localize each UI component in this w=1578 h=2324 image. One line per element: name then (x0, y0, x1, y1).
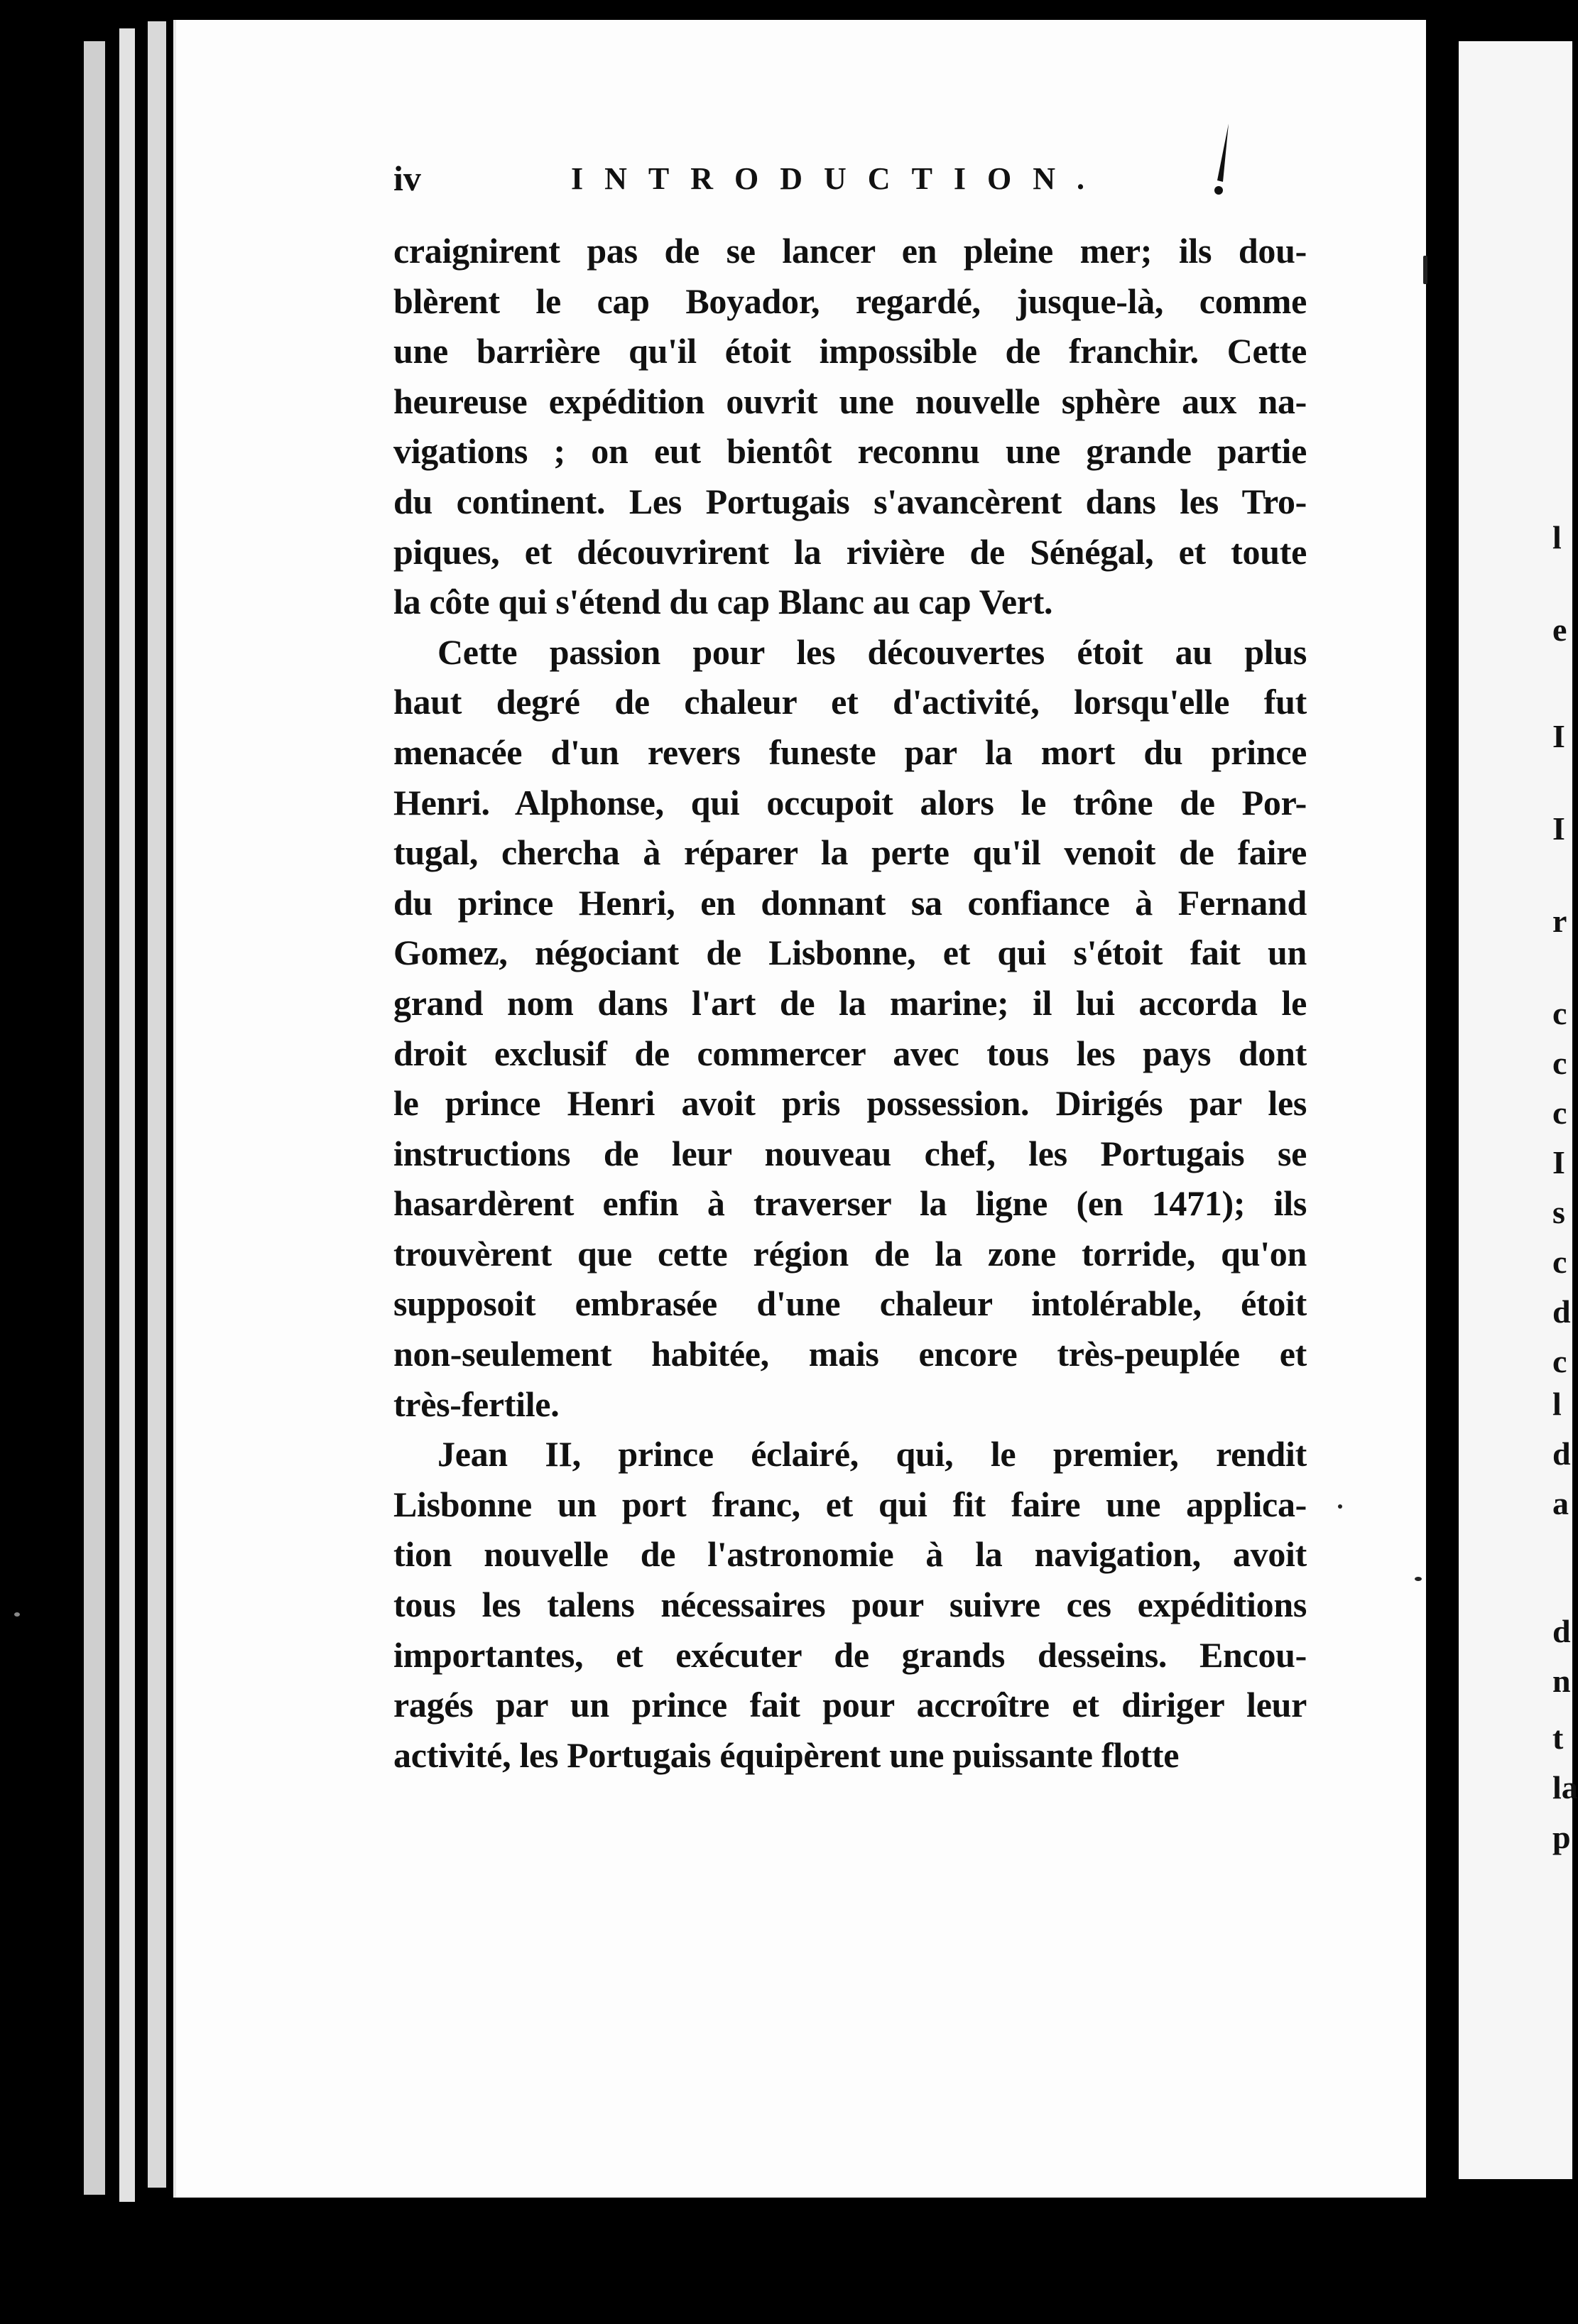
facing-page-fragment: s (1552, 1194, 1565, 1230)
text-line: le prince Henri avoit pris possession. Dirigés par les (393, 1083, 1307, 1124)
facing-page-fragment: n (1552, 1663, 1571, 1699)
facing-page-fragment: t (1552, 1720, 1564, 1756)
text-line: une barrière qu'il étoit impossible de franchir. Cette (393, 331, 1307, 371)
scan-speck (1415, 1577, 1422, 1581)
text-line: trouvèrent que cette région de la zone torride, qu'on (393, 1233, 1307, 1274)
facing-page-fragment: p (1552, 1819, 1571, 1855)
facing-page-fragment: I (1552, 718, 1565, 754)
book-edge (148, 21, 166, 2188)
facing-page (1459, 41, 1578, 2179)
text-line: Jean II, prince éclairé, qui, le premier, rendit (437, 1434, 1307, 1475)
text-line: instructions de leur nouveau chef, les Portugais se (393, 1133, 1307, 1173)
running-title: INTRODUCTION. (571, 161, 1106, 196)
text-line: tion nouvelle de l'astronomie à la navigation, avoit (393, 1534, 1307, 1575)
text-line: non-seulement habitée, mais encore très-peuplée et (393, 1334, 1307, 1374)
text-line: grand nom dans l'art de la marine; il lui accorda le (393, 982, 1307, 1023)
paragraph (393, 627, 1307, 1430)
text-line: supposoit embrasée d'une chaleur intolérable, étoit (393, 1283, 1307, 1324)
text-line: activité, les Portugais équipèrent une puissante flotte (393, 1734, 1180, 1775)
text-line: du continent. Les Portugais s'avancèrent dans les Tro- (393, 481, 1307, 521)
text-line: très-fertile. (393, 1384, 560, 1424)
facing-page-fragment: I (1552, 810, 1565, 847)
text-line: droit exclusif de commercer avec tous les pays dont (393, 1033, 1307, 1073)
facing-page-fragment: c (1552, 995, 1567, 1031)
facing-page-fragment: d (1552, 1613, 1571, 1649)
text-line: tugal, chercha à réparer la perte qu'il venoit de faire (393, 832, 1307, 873)
facing-page-fragment: e (1552, 612, 1567, 648)
facing-page-fragment: d (1552, 1293, 1571, 1330)
text-line: la côte qui s'étend du cap Blanc au cap Vert. (393, 582, 1053, 622)
scan-speck (14, 1612, 20, 1617)
scan-speck (1423, 256, 1427, 284)
text-line: Gomez, négociant de Lisbonne, et qui s'étoit fait un (393, 933, 1307, 973)
page-number: iv (393, 158, 421, 198)
paragraph (393, 226, 1307, 627)
text-line: haut degré de chaleur et d'activité, lorsqu'elle fut (393, 682, 1307, 722)
text-line: Lisbonne un port franc, et qui fit faire une applica- (393, 1484, 1307, 1524)
text-line: du prince Henri, en donnant sa confiance à Fernand (393, 882, 1307, 923)
facing-page-fragment: c (1552, 1045, 1567, 1081)
text-line: ragés par un prince fait pour accroître et diriger leur (393, 1685, 1307, 1725)
facing-page-fragment: l (1552, 1386, 1562, 1422)
text-line: craignirent pas de se lancer en pleine mer; ils dou- (393, 231, 1307, 271)
facing-page-fragment: r (1552, 903, 1567, 939)
text-line: piques, et découvrirent la rivière de Sénégal, et toute (393, 531, 1307, 572)
book-edge (84, 41, 105, 2195)
page-body (393, 226, 1307, 1780)
text-line: Cette passion pour les découvertes étoit au plus (437, 631, 1307, 672)
text-line: menacée d'un revers funeste par la mort du prince (393, 732, 1307, 772)
text-line: hasardèrent enfin à traverser la ligne (en 1471); ils (393, 1183, 1307, 1224)
facing-page-fragment: l (1552, 519, 1562, 555)
text-line: importantes, et exécuter de grands desseins. Encou- (393, 1634, 1307, 1675)
facing-page-fragment: c (1552, 1095, 1567, 1131)
book-edge (119, 28, 135, 2202)
text-line: blèrent le cap Boyador, regardé, jusque-là, comme (393, 281, 1307, 321)
facing-page-fragment: la (1552, 1769, 1578, 1806)
text-line: vigations ; on eut bientôt reconnu une grande partie (393, 431, 1307, 472)
text-line: tous les talens nécessaires pour suivre ces expéditions (393, 1585, 1307, 1625)
facing-page-fragment: d (1552, 1435, 1571, 1472)
paragraph (393, 1429, 1307, 1780)
scan-speck (1338, 1504, 1342, 1509)
running-header (393, 158, 1260, 205)
facing-page-fragment: I (1552, 1144, 1565, 1180)
text-line: heureuse expédition ouvrit une nouvelle sphère aux na- (393, 381, 1307, 421)
facing-page-fragment: c (1552, 1343, 1567, 1379)
facing-page-fragment: a (1552, 1485, 1569, 1521)
facing-page-fragment: c (1552, 1244, 1567, 1280)
text-line: Henri. Alphonse, qui occupoit alors le trône de Por- (393, 782, 1307, 822)
ink-mark-icon (1207, 121, 1236, 199)
